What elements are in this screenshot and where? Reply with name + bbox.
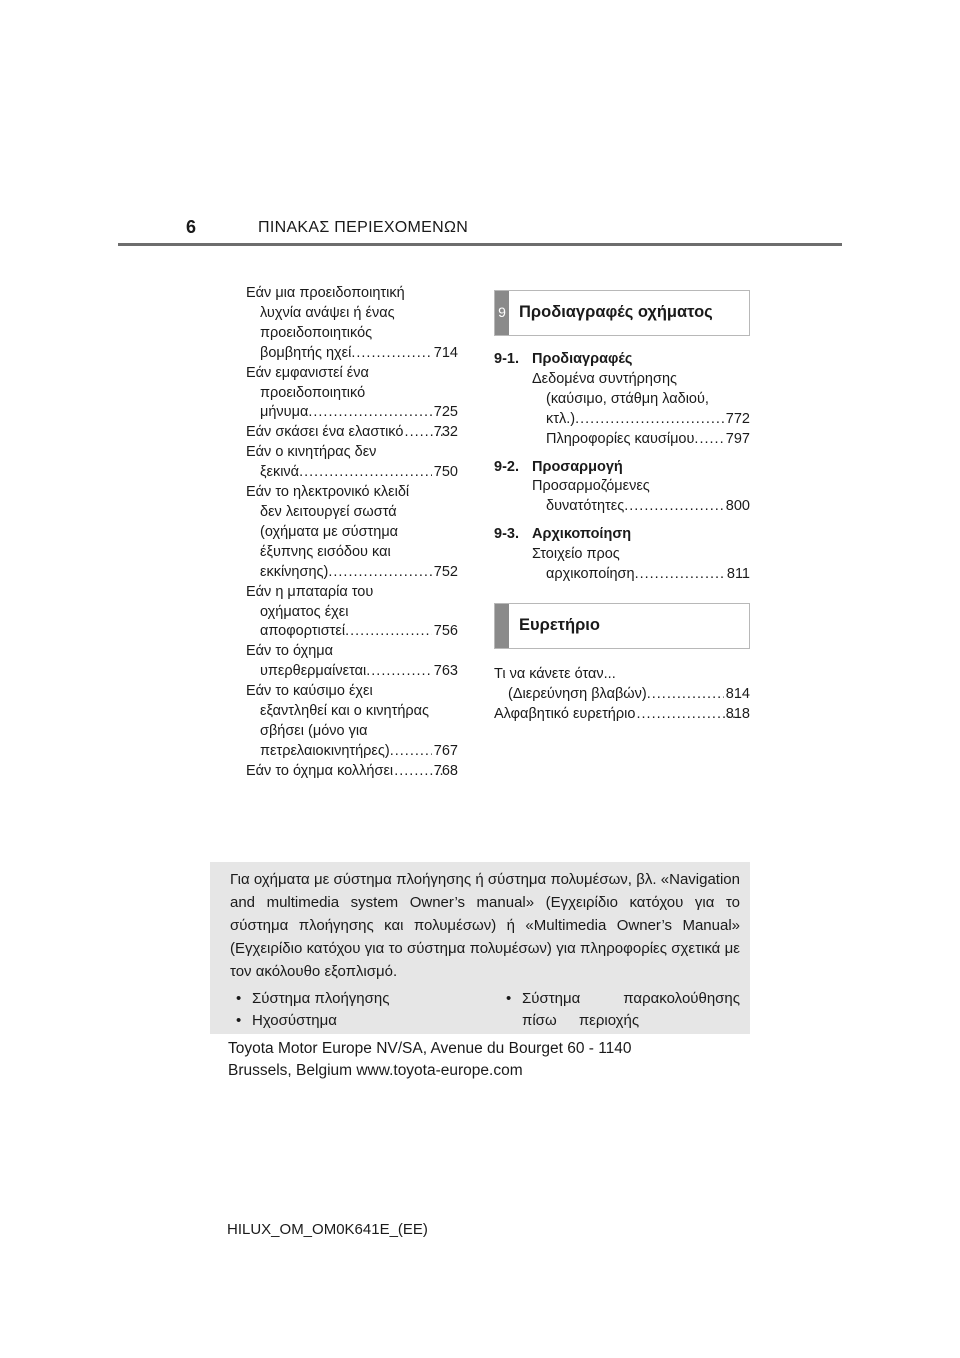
entry-line: έξυπνης εισόδου και <box>260 543 391 560</box>
entry-text: εκκίνησης) <box>260 563 329 580</box>
entry-line: Εάν μια προειδοποιητική <box>246 285 405 301</box>
entry-text: μήνυμα <box>260 404 309 421</box>
toc-entry[interactable] <box>494 665 750 705</box>
entry-text: δυνατότητες <box>546 498 625 515</box>
bullet-item <box>236 1010 486 1032</box>
dot-leader <box>390 742 432 762</box>
index-section-header[interactable] <box>494 603 750 649</box>
dot-leader <box>624 497 724 517</box>
toc-entry[interactable] <box>246 583 458 643</box>
page-ref: 818 <box>725 705 750 722</box>
bullet-mark: • <box>236 990 242 1007</box>
address-line-2: Brussels, Belgium www.toyota-europe.com <box>228 1062 523 1079</box>
entry-line: εξαντληθεί και ο κινητήρας <box>260 703 430 720</box>
page-ref: 763 <box>433 663 458 680</box>
dot-leader <box>345 622 432 642</box>
toc-entry[interactable] <box>494 370 750 430</box>
entry-line: Εάν η μπαταρία του <box>246 583 374 600</box>
toc-entry[interactable] <box>494 545 750 585</box>
dot-leader <box>299 463 432 483</box>
page-ref: 732 <box>433 424 458 441</box>
bullet-text: Σύστημα πλοήγησης <box>252 990 390 1007</box>
bullet-item <box>506 988 740 1032</box>
entry-text: αρχικοποίηση <box>546 566 635 583</box>
section-title: Προδιαγραφές οχήματος <box>519 303 713 322</box>
section-9-header[interactable] <box>494 290 750 336</box>
toc-entry[interactable] <box>494 430 750 450</box>
entry-text: Πληροφορίες καυσίμου <box>546 430 695 447</box>
entry-line: προειδοποιητικό <box>260 384 366 401</box>
document-id: HILUX_OM_OM0K641E_(EE) <box>227 1221 428 1238</box>
entry-leader-line <box>260 344 458 364</box>
subsection-title: Προδιαγραφές <box>532 351 633 367</box>
toc-right-column <box>494 290 750 725</box>
subsection-heading[interactable] <box>494 350 750 370</box>
entry-leader-line <box>260 563 458 583</box>
entry-leader-line <box>546 497 750 517</box>
entry-leader-line <box>260 742 458 762</box>
dot-leader <box>366 662 432 682</box>
toc-entry[interactable] <box>246 642 458 682</box>
entry-leader-line <box>546 565 750 585</box>
entry-leader-line <box>246 762 458 782</box>
entry-line: σβήσει (μόνο για <box>260 722 368 739</box>
section-9-contents <box>494 350 750 585</box>
entry-line: προειδοποιητικός <box>260 324 373 341</box>
page-ref: 714 <box>433 344 458 361</box>
section-number-tab <box>495 604 509 648</box>
entry-line: Δεδομένα συντήρησης <box>532 370 677 387</box>
subsection-title: Αρχικοποίηση <box>532 526 632 543</box>
entry-line: (οχήματα με σύστημα <box>260 523 399 540</box>
page-ref: 752 <box>433 563 458 580</box>
bullet-text: Σύστημα παρακολούθησης πίσω περιοχής <box>522 990 740 1029</box>
entry-text: Εάν σκάσει ένα ελαστικό <box>246 424 404 441</box>
entry-text: βομβητής ηχεί <box>260 344 352 361</box>
entry-line: Εάν το όχημα <box>246 643 334 660</box>
page-ref: 811 <box>726 566 750 583</box>
entry-text: πετρελαιοκινητήρες) <box>260 742 390 759</box>
section-title: Ευρετήριο <box>519 616 600 635</box>
page-ref: 800 <box>725 498 750 515</box>
toc-entry[interactable] <box>246 762 458 782</box>
entry-line: Στοιχείο προς <box>532 546 620 563</box>
publisher-address <box>228 1038 748 1082</box>
entry-text: ξεκινά <box>260 464 300 481</box>
page-ref: 768 <box>433 762 458 779</box>
toc-entry[interactable] <box>494 705 750 725</box>
subsection-heading[interactable] <box>494 458 750 478</box>
entry-text: Εάν το όχημα κολλήσει <box>246 762 394 779</box>
entry-line: Προσαρμοζόμενες <box>532 478 650 495</box>
header-rule <box>118 243 842 246</box>
page-ref: 772 <box>725 410 750 427</box>
toc-entry[interactable] <box>246 284 458 364</box>
address-line-1: Toyota Motor Europe NV/SA, Avenue du Bourget 60 - 1140 <box>228 1040 632 1057</box>
entry-line: Εάν το ηλεκτρονικό κλειδί <box>246 484 410 501</box>
toc-left-column <box>246 284 458 782</box>
toc-entry[interactable] <box>246 443 458 483</box>
note-box <box>210 862 750 1034</box>
bullet-mark: • <box>506 990 512 1007</box>
toc-entry[interactable] <box>246 483 458 583</box>
entry-text: κτλ.) <box>546 410 576 427</box>
entry-line: (καύσιμο, στάθμη λαδιού, <box>546 390 709 407</box>
entry-line: Τι να κάνετε όταν... <box>494 665 616 682</box>
entry-leader-line <box>260 622 458 642</box>
dot-leader <box>308 403 431 423</box>
entry-line: Εάν το καύσιμο έχει <box>246 683 373 700</box>
entry-leader-line <box>508 685 750 705</box>
dot-leader <box>635 705 737 725</box>
index-section-contents <box>494 665 750 725</box>
page-ref: 797 <box>725 430 750 447</box>
entry-leader-line <box>494 705 750 725</box>
entry-line: δεν λειτουργεί σωστά <box>260 503 397 520</box>
note-text: Για οχήματα με σύστημα πλοήγησης ή σύστημα πολυμέσων, βλ. «Navigation and multimedia system Owner’s manual» (Εγχειρίδιο κατόχου για το σύστημα πλοήγησης και πολυμέσων) ή «Multimedia Owner’s Manual» (Εγχειρίδιο κατόχου για το σύστημα πολυμέσων) για πληροφορίες σχετικά με τον ακόλουθο εξοπλισμό. <box>230 871 740 980</box>
toc-entry[interactable] <box>494 477 750 517</box>
dot-leader <box>635 565 725 585</box>
dot-leader <box>694 430 723 450</box>
toc-entry[interactable] <box>246 364 458 424</box>
section-number-tab: 9 <box>495 291 509 335</box>
entry-leader-line <box>260 662 458 682</box>
bullet-mark: • <box>236 1012 242 1029</box>
dot-leader <box>351 344 431 364</box>
bullet-item <box>236 988 486 1010</box>
page-ref: 725 <box>433 404 458 421</box>
subsection-title: Προσαρμογή <box>532 458 623 475</box>
toc-entry[interactable] <box>246 423 458 443</box>
entry-text: (Διερεύνηση βλαβών) <box>508 685 647 702</box>
entry-leader-line <box>546 410 750 430</box>
entry-leader-line <box>260 403 458 423</box>
page-ref: 814 <box>725 685 750 702</box>
page-number: 6 <box>186 217 197 237</box>
entry-leader-line <box>546 430 750 450</box>
entry-leader-line <box>260 463 458 483</box>
entry-line: λυχνία ανάψει ή ένας <box>260 304 395 321</box>
entry-line: Εάν εμφανιστεί ένα <box>246 364 369 381</box>
page-ref: 750 <box>433 464 458 481</box>
subsection-number: 9-2. <box>494 458 519 475</box>
bullet-text: Ηχοσύστημα <box>252 1012 337 1029</box>
entry-line: οχήματος έχει <box>260 603 349 620</box>
page-title: ΠΙΝΑΚΑΣ ΠΕΡΙΕΧΟΜΕΝΩΝ <box>258 219 469 236</box>
subsection-number: 9-1. <box>494 351 519 367</box>
entry-text: αποφορτιστεί <box>260 623 346 640</box>
dot-leader <box>328 563 431 583</box>
entry-text: υπερθερμαίνεται <box>260 663 367 680</box>
dot-leader <box>647 685 724 705</box>
entry-leader-line <box>246 423 458 443</box>
page-ref: 756 <box>433 623 458 640</box>
dot-leader <box>575 410 724 430</box>
toc-entry[interactable] <box>246 682 458 762</box>
entry-line: Εάν ο κινητήρας δεν <box>246 444 377 461</box>
subsection-heading[interactable] <box>494 525 750 545</box>
subsection-number: 9-3. <box>494 526 519 543</box>
page-ref: 767 <box>433 742 458 759</box>
entry-text: Αλφαβητικό ευρετήριο <box>494 705 636 722</box>
